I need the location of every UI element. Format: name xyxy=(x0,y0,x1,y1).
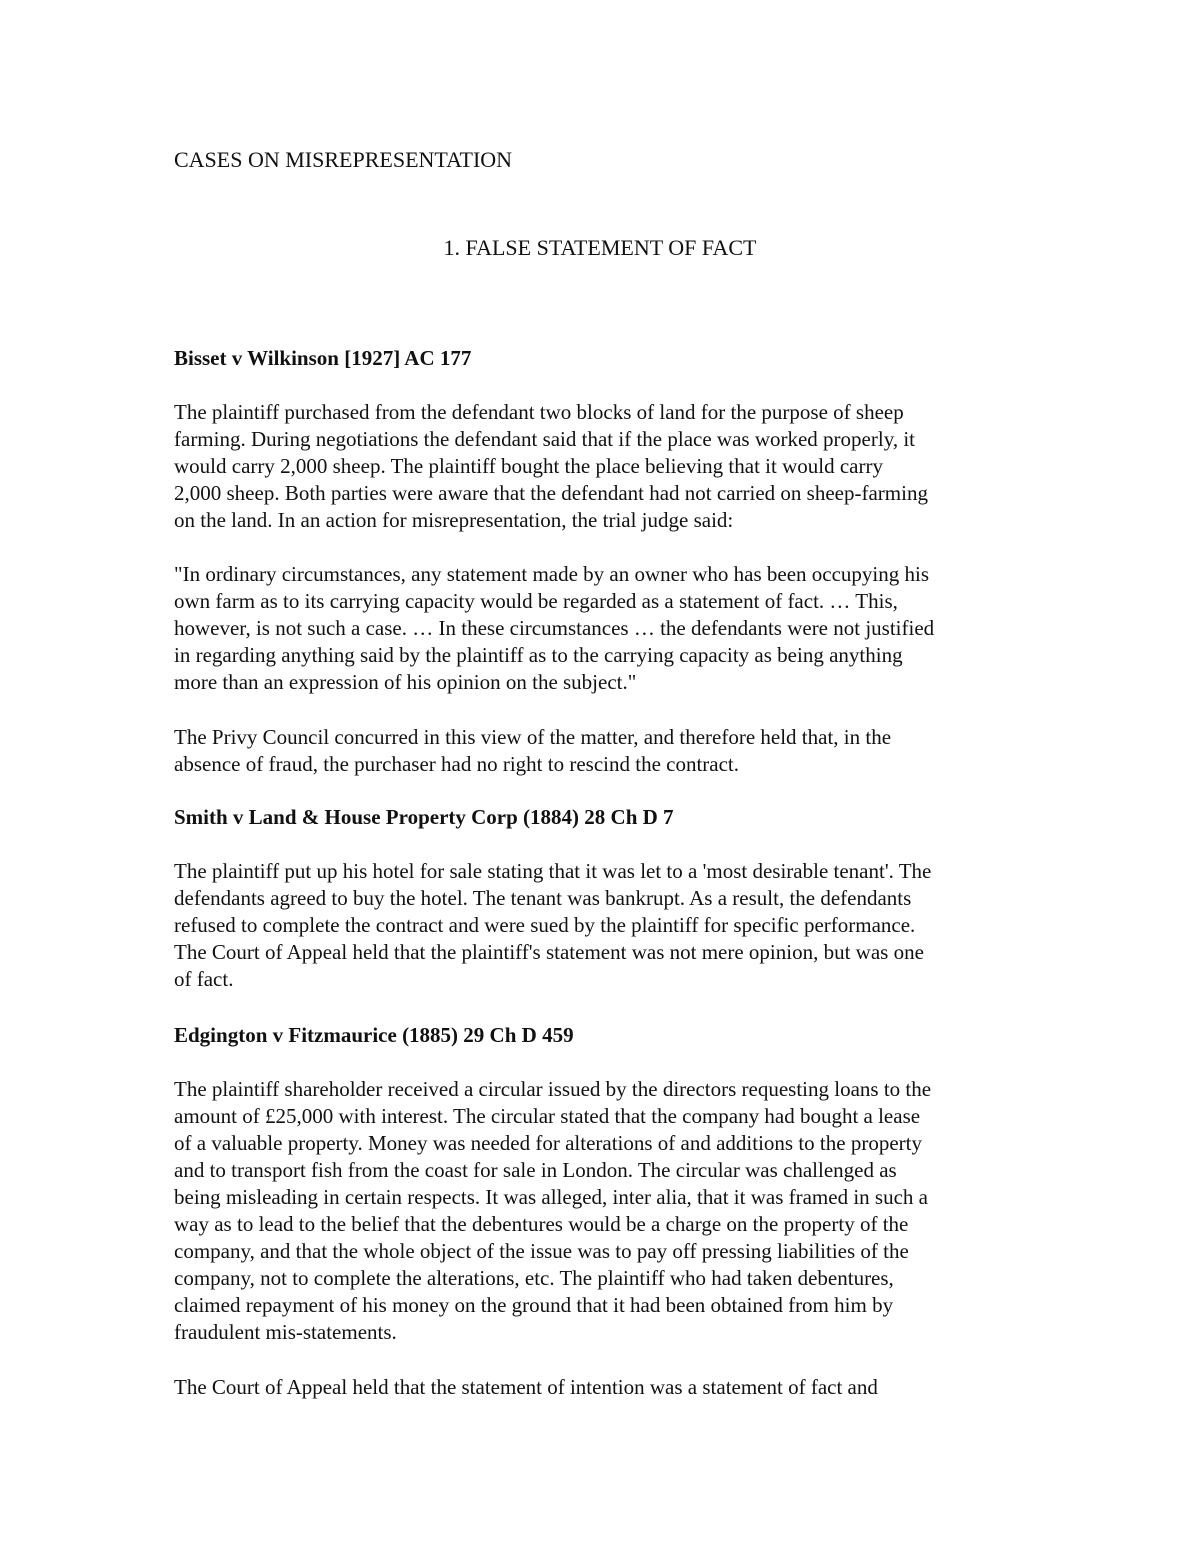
quote-line: "In ordinary circumstances, any statement made by an owner who has been occupying his xyxy=(174,562,930,586)
paragraph-line: The Privy Council concurred in this view of the matter, and therefore held that, in the xyxy=(174,725,892,749)
section-heading: 1. FALSE STATEMENT OF FACT xyxy=(443,235,757,260)
case-heading: Smith v Land & House Property Corp (1884) 28 Ch D 7 xyxy=(174,805,674,829)
document-title: CASES ON MISREPRESENTATION xyxy=(174,147,513,172)
paragraph-line: 2,000 sheep. Both parties were aware that the defendant had not carried on sheep-farming xyxy=(174,481,928,505)
paragraph-line: The plaintiff put up his hotel for sale stating that it was let to a 'most desirable tenant'. The xyxy=(174,859,932,883)
quote-line: however, is not such a case. … In these circumstances … the defendants were not justified xyxy=(174,616,935,640)
paragraph-line: fraudulent mis-statements. xyxy=(174,1320,397,1344)
paragraph-line: of fact. xyxy=(174,967,234,991)
paragraph-line: claimed repayment of his money on the ground that it had been obtained from him by xyxy=(174,1293,894,1317)
paragraph-line: refused to complete the contract and were sued by the plaintiff for specific performance. xyxy=(174,913,916,937)
case-heading: Bisset v Wilkinson [1927] AC 177 xyxy=(174,346,472,370)
paragraph-line: amount of £25,000 with interest. The circular stated that the company had bought a lease xyxy=(174,1104,921,1128)
paragraph-line: farming. During negotiations the defendant said that if the place was worked properly, it xyxy=(174,427,915,451)
paragraph-line: company, not to complete the alterations, etc. The plaintiff who had taken debentures, xyxy=(174,1266,894,1290)
paragraph-line: and to transport fish from the coast for sale in London. The circular was challenged as xyxy=(174,1158,897,1182)
paragraph-line: The plaintiff shareholder received a circular issued by the directors requesting loans to the xyxy=(174,1077,932,1101)
quote-line: in regarding anything said by the plaintiff as to the carrying capacity as being anything xyxy=(174,643,903,667)
paragraph-line: would carry 2,000 sheep. The plaintiff bought the place believing that it would carry xyxy=(174,454,883,478)
paragraph-line: way as to lead to the belief that the debentures would be a charge on the property of the xyxy=(174,1212,909,1236)
paragraph-line: The Court of Appeal held that the plaintiff's statement was not mere opinion, but was one xyxy=(174,940,924,964)
paragraph-line: of a valuable property. Money was needed for alterations of and additions to the property xyxy=(174,1131,922,1155)
paragraph-line: being misleading in certain respects. It was alleged, inter alia, that it was framed in such a xyxy=(174,1185,928,1209)
quote-line: own farm as to its carrying capacity would be regarded as a statement of fact. … This, xyxy=(174,589,898,613)
paragraph-line: on the land. In an action for misrepresentation, the trial judge said: xyxy=(174,508,734,532)
paragraph-line: The Court of Appeal held that the statement of intention was a statement of fact and xyxy=(174,1375,878,1399)
paragraph-line: The plaintiff purchased from the defendant two blocks of land for the purpose of sheep xyxy=(174,400,904,424)
paragraph-line: absence of fraud, the purchaser had no right to rescind the contract. xyxy=(174,752,740,776)
paragraph-line: defendants agreed to buy the hotel. The tenant was bankrupt. As a result, the defendants xyxy=(174,886,912,910)
paragraph-line: company, and that the whole object of the issue was to pay off pressing liabilities of the xyxy=(174,1239,909,1263)
quote-line: more than an expression of his opinion on the subject." xyxy=(174,670,637,694)
case-heading: Edgington v Fitzmaurice (1885) 29 Ch D 459 xyxy=(174,1023,574,1047)
